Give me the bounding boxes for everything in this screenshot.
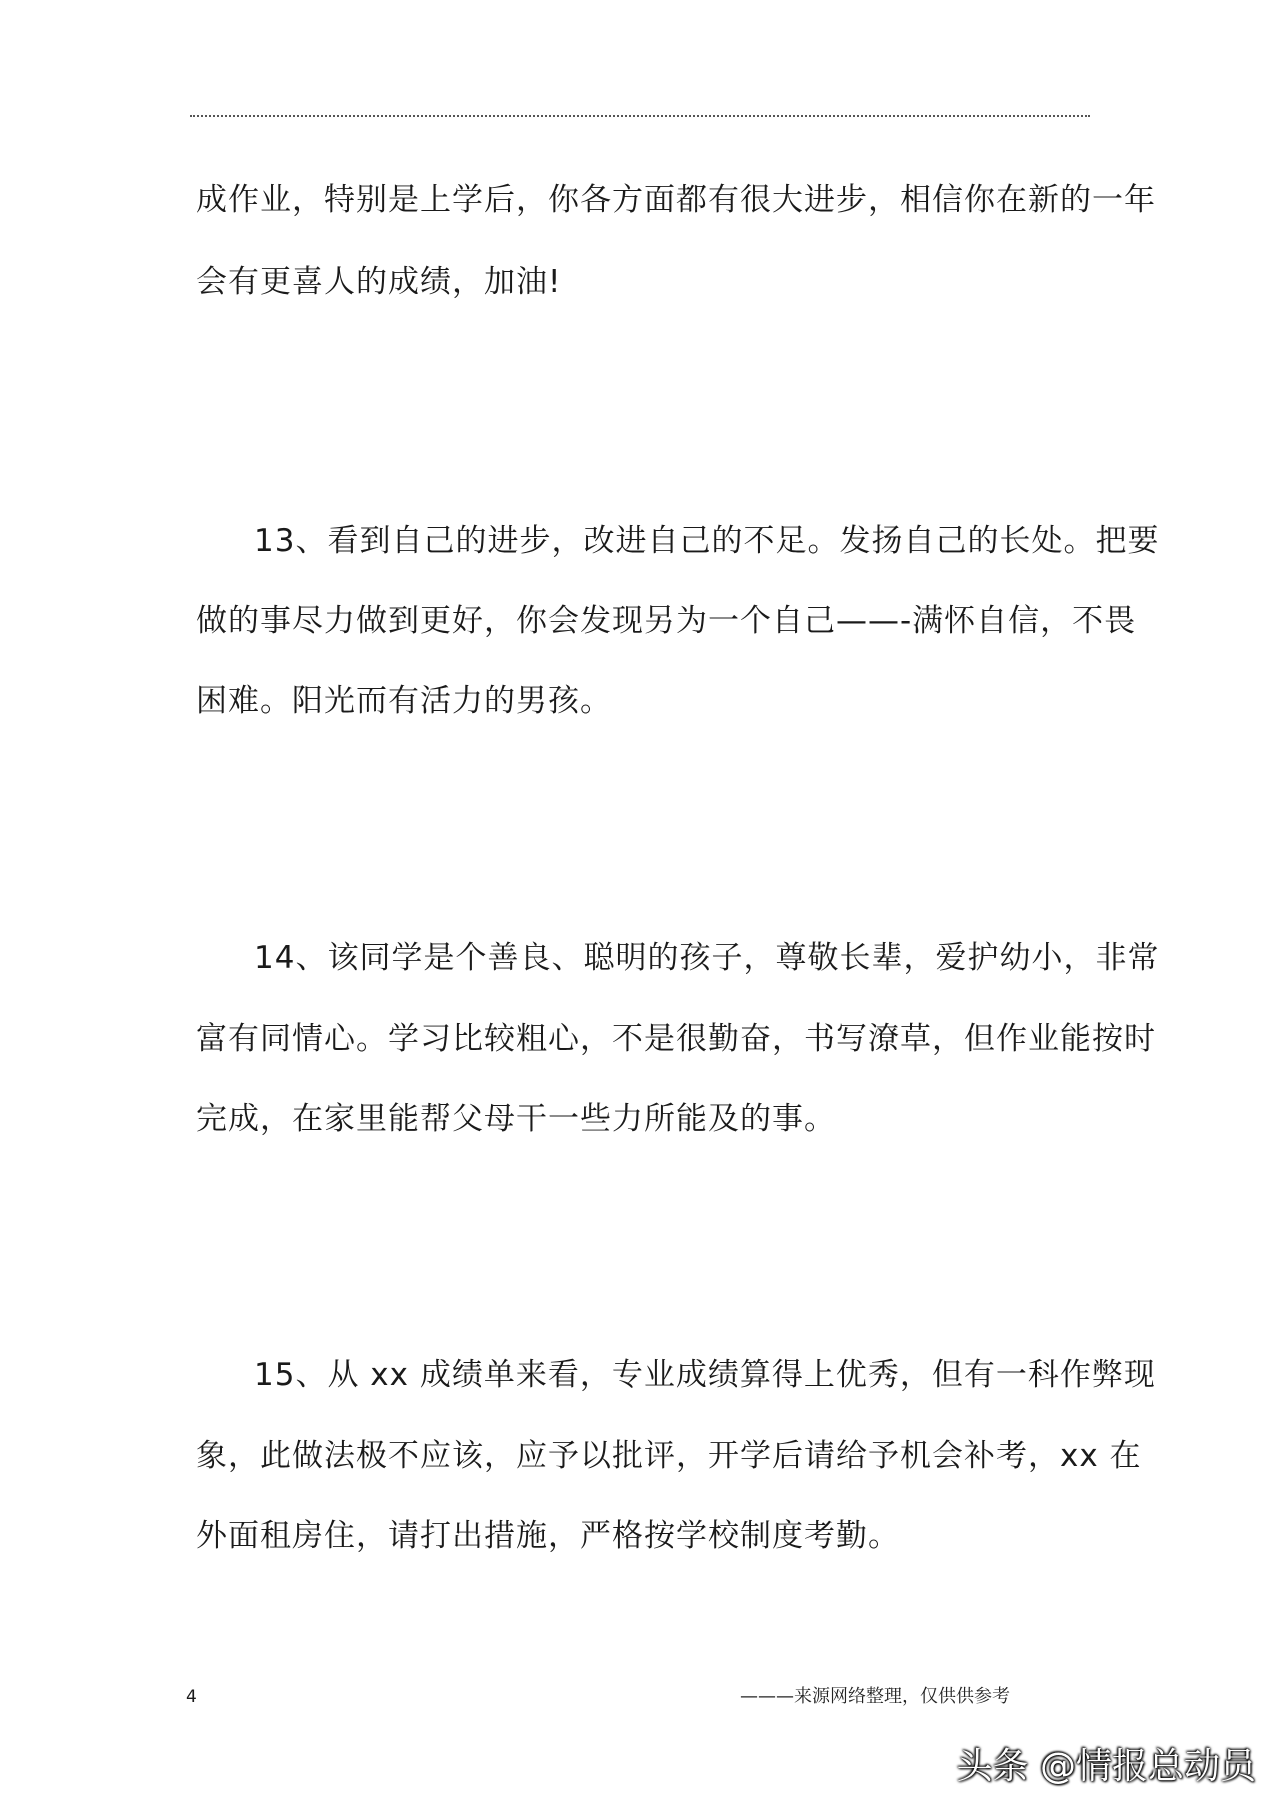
paragraph-line: 13、看到自己的进步，改进自己的不足。发扬自己的长处。把要 [254, 523, 1160, 559]
paragraph-line: 富有同情心。学习比较粗心，不是很勤奋，书写潦草，但作业能按时 [196, 1021, 1156, 1057]
paragraph-line: 困难。阳光而有活力的男孩。 [196, 683, 612, 719]
paragraph-line: 会有更喜人的成绩，加油! [196, 264, 562, 300]
paragraph-line: 15、从 xx 成绩单来看，专业成绩算得上优秀，但有一科作弊现 [254, 1357, 1156, 1393]
paragraph-line: 完成，在家里能帮父母干一些力所能及的事。 [196, 1101, 836, 1137]
header-divider [190, 115, 1090, 117]
page-number: 4 [186, 1687, 197, 1707]
paragraph-line: 做的事尽力做到更好，你会发现另为一个自己——-满怀自信，不畏 [196, 603, 1137, 639]
paragraph-line: 成作业，特别是上学后，你各方面都有很大进步，相信你在新的一年 [196, 182, 1156, 218]
source-note: ———来源网络整理，仅供供参考 [740, 1686, 1010, 1707]
paragraph-line: 14、该同学是个善良、聪明的孩子，尊敬长辈，爱护幼小，非常 [254, 940, 1160, 976]
paragraph-line: 外面租房住，请打出措施，严格按学校制度考勤。 [196, 1518, 900, 1554]
watermark: 头条 @情报总动员 [956, 1746, 1256, 1787]
paragraph-line: 象，此做法极不应该，应予以批评，开学后请给予机会补考，xx 在 [196, 1438, 1142, 1474]
